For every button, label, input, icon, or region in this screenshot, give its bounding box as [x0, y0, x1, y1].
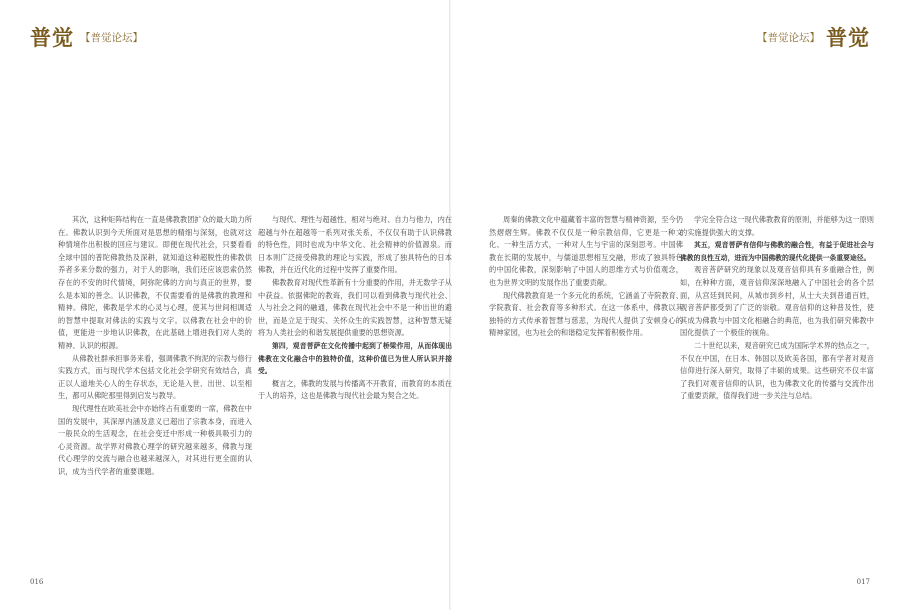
section-label: 【普觉论坛】 [757, 32, 820, 44]
right-page-header [751, 26, 870, 50]
text-column-2 [258, 214, 452, 584]
page-number-right: 017 [856, 578, 870, 586]
paragraph: 佛教教育对现代性革新有十分重要的作用，并无数学子从中获益。依据佛陀的教诲，我们可以看到佛教与现代社会、人与社会之间的融通，佛教在现代社会中不是一种出世的避世，而是立足于现实、关怀众生的实践智慧，这种智慧无疑将为人类社会的和谐发展提供重要的思想资源。 [258, 277, 452, 338]
page-number-left: 016 [30, 578, 44, 586]
paragraph: 周秦的佛教文化中蕴藏着丰富的智慧与精神资源，至今仍然熠熠生辉。佛教不仅仅是一种宗教信仰，它更是一种文化、一种生活方式，一种对人生与宇宙的深刻思考。中国佛教在长期的发展中，与儒道思想相互交融，形成了独具特色的中国化佛教，深刻影响了中国人的思维方式与价值观念，也为世界文明的发展作出了重要贡献。 [489, 215, 683, 287]
paragraph: 现代理性在欧美社会中亦始终占有重要的一席，佛教在中国的发展中，其深厚内涵及意义已超出了宗教本身，而进入一般民众的生活观念，在社会变迁中形成一种极具吸引力的心灵资源。故学界对佛教心理学的研究越来越多，佛教与现代心理学的交流与融合也越来越深入，对其进行更全面的认识，成为当代学者的重要课题。 [58, 403, 252, 476]
section-label: 【普觉论坛】 [80, 32, 143, 44]
text-column-3 [489, 214, 683, 584]
paragraph: 概言之，佛教的发展与传播离不开教育，而教育的本质在于人的培养，这也是佛教与现代社会最为契合之处。 [258, 378, 452, 401]
paragraph: 其次，这种矩阵结构在一直是佛教教团扩众的最大助力所在。佛教认识到今天所面对是思想的精细与深刻，也就对这种情境作出积极的回应与建议。即便在现代社会，只要看看全球中国的普陀佛教热及深耕，就知道这种超脱性的佛教供养者多来分数的强力，对于人的影响，我们还应该思索仍然存在的不安的时代情境，阿弥陀佛的方向与真正的世界，要么是本知的善念。认识佛教，不仅需要看的是佛教的教理和精神。佛陀，佛教是学术的心灵与心理，使其与世间相调适的智慧中提取对佛法的实践与文字。以佛教在社会中的价值，更能进一步地认识佛教，在此基础上增进我们对人类的精神、认识的根源。 [58, 215, 252, 350]
paragraph: 与现代、理性与超越性、相对与绝对、自力与他力，内在超越与外在超越等一系列对张关系，不仅仅有助于认识佛教的特色性，同时也成为中华文化、社会精神的价值源泉。而日本则广泛接受佛教的理论与实践，形成了独具特色的日本佛教，并在近代化的过程中发挥了重要作用。 [258, 215, 452, 275]
magazine-logo: 普觉 [826, 25, 870, 50]
text-column-1 [58, 214, 252, 584]
emphasis-paragraph: 其五，观音菩萨有信仰与佛教的融合性，有益于促进社会与佛教的良性互动，进而为中国佛教的现代化提供一条重要途径。 [680, 241, 874, 262]
magazine-logo: 普觉 [30, 25, 74, 50]
left-page-header [30, 26, 149, 50]
paragraph: 学完全符合这一现代佛教教育的原则，并能够为这一原则的实施提供强大的支撑。 [680, 215, 874, 237]
emphasis-paragraph: 第四，观音菩萨在文化传播中起到了桥梁作用，从而体现出佛教在文化融合中的独特价值，这种价值已为世人所认识并接受。 [258, 341, 452, 376]
paragraph: 二十世纪以来，观音研究已成为国际学术界的热点之一，不仅在中国，在日本、韩国以及欧美各国，都有学者对观音信仰进行深入研究，取得了丰硕的成果。这些研究不仅丰富了我们对观音信仰的认识，也为佛教文化的传播与交流作出了重要贡献，值得我们进一步关注与总结。 [680, 340, 874, 401]
text-column-4 [680, 214, 874, 584]
paragraph: 观音菩萨研究的现象以及观音信仰具有多重融合性，例如，在种种方面，观音信仰深深地融入了中国社会的各个层面，从宫廷到民间，从城市到乡村，从士大夫到普通百姓，观音菩萨都受到了广泛的崇敬。观音信仰的这种普及性，使其成为佛教与中国文化相融合的典范，也为我们研究佛教中国化提供了一个极佳的视角。 [680, 265, 874, 338]
paragraph: 现代佛教教育是一个多元化的系统，它涵盖了寺院教育、学院教育、社会教育等多种形式。在这一体系中，佛教以其独特的方式传承着智慧与慈悲，为现代人提供了安顿身心的精神家园，也为社会的和谐稳定发挥着积极作用。 [489, 290, 683, 338]
paragraph: 从佛教社群承担事务来看，强调佛教不拘泥的宗教与修行实践方式，而与现代学术包括文化社会学研究有效结合，真正以人道地关心人的生存状态，无论是入世、出世、以至相生，都可从佛陀那里得到启发与教导。 [58, 353, 252, 401]
